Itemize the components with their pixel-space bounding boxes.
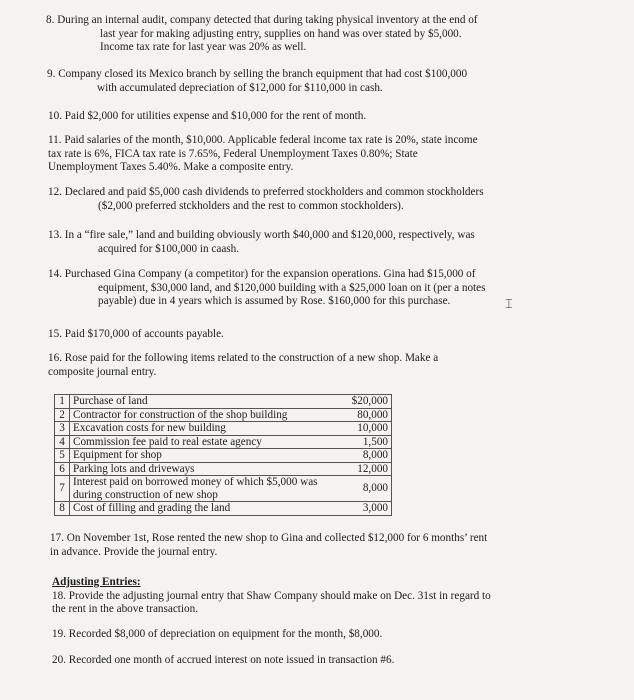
question-15 (48, 328, 518, 342)
item-description: Parking lots and driveways (70, 462, 347, 476)
item-number: 8 (55, 502, 70, 516)
item-amount: $20,000 (347, 395, 392, 409)
q15-line1: 15. Paid $170,000 of accounts payable. (48, 328, 224, 340)
q16-line1: 16. Rose paid for the following items related to the construction of a new shop. Make a (48, 352, 439, 364)
table-row (55, 422, 392, 436)
table-row (55, 395, 392, 409)
question-8 (46, 14, 526, 55)
item-description: Equipment for shop (70, 449, 347, 463)
q8-line1: 8. During an internal audit, company detected that during taking physical inventory at the end of (46, 14, 478, 26)
item-description: Commission fee paid to real estate agency (70, 435, 347, 449)
item-amount: 8,000 (347, 476, 392, 502)
table-row (55, 462, 392, 476)
question-9 (47, 68, 527, 95)
item-amount: 10,000 (347, 422, 392, 436)
table-row (55, 449, 392, 463)
q11-line3: Unemployment Taxes 5.40%. Make a composite entry. (48, 161, 294, 173)
q13-line2: acquired for $100,000 in caash. (98, 242, 240, 255)
q8-line3: Income tax rate for last year was 20% as well. (100, 41, 307, 53)
q16-line2: composite journal entry. (48, 365, 157, 378)
q9-line1: 9. Company closed its Mexico branch by selling the branch equipment that had cost $100,000 (47, 68, 468, 80)
q14-line3: payable) due in 4 years which is assumed by Rose. $160,000 for this purchase. (98, 295, 451, 307)
q18-line1: 18. Provide the adjusting journal entry that Shaw Company should make on Dec. 31st in regard to (52, 589, 491, 602)
q14-line2: equipment, $30,000 land, and $120,000 building with a $25,000 loan on it (per a notes (98, 281, 486, 294)
construction-items-table (54, 394, 392, 516)
q11-line2: tax rate is 6%, FICA tax rate is 7.65%, Federal Unemployment Taxes 0.80%; State (48, 147, 418, 160)
adjusting-entries-section (52, 576, 532, 617)
item-number: 5 (55, 449, 70, 463)
table-row (55, 502, 392, 516)
item-description: Purchase of land (70, 395, 347, 409)
q19-line1: 19. Recorded $8,000 of depreciation on equipment for the month, $8,000. (52, 628, 383, 640)
item-number: 1 (55, 395, 70, 409)
question-13 (48, 229, 528, 256)
question-12 (48, 186, 528, 213)
question-19 (52, 628, 522, 642)
q17-line2: in advance. Provide the journal entry. (50, 545, 218, 558)
table-row (55, 408, 392, 422)
q10-line1: 10. Paid $2,000 for utilities expense and $10,000 for the rent of month. (48, 110, 367, 122)
question-10 (48, 110, 518, 124)
question-20 (52, 654, 522, 668)
q18-line2: the rent in the above transaction. (52, 603, 199, 615)
question-11 (48, 134, 528, 175)
q9-line2: with accumulated depreciation of $12,000 for $110,000 in cash. (97, 81, 383, 94)
q14-line1: 14. Purchased Gina Company (a competitor) for the expansion operations. Gina had $15,000 of (48, 268, 476, 280)
q12-line2: ($2,000 preferred stckholders and the rest to common stockholders). (98, 199, 404, 212)
item-number: 7 (55, 476, 70, 502)
item-amount: 1,500 (347, 435, 392, 449)
q11-line1: 11. Paid salaries of the month, $10,000. Applicable federal income tax rate is 20%, state income (48, 134, 478, 146)
question-14 (48, 268, 528, 309)
item-amount: 3,000 (347, 502, 392, 516)
q12-line1: 12. Declared and paid $5,000 cash dividends to preferred stockholders and common stockholders (48, 186, 484, 198)
question-17 (50, 532, 530, 559)
item-description: Excavation costs for new building (70, 422, 347, 436)
q8-line2: last year for making adjusting entry, supplies on hand was over stated by $5,000. (100, 27, 462, 40)
item-description: Cost of filling and grading the land (70, 502, 347, 516)
item-number: 6 (55, 462, 70, 476)
item-description: Interest paid on borrowed money of which $5,000 was during construction of new shop (70, 476, 347, 502)
item-number: 4 (55, 435, 70, 449)
item-number: 2 (55, 408, 70, 422)
item-number: 3 (55, 422, 70, 436)
q17-line1: 17. On November 1st, Rose rented the new shop to Gina and collected $12,000 for 6 months’ rent (50, 532, 488, 544)
adjusting-entries-heading: Adjusting Entries: (52, 576, 141, 588)
item-description: Contractor for construction of the shop building (70, 408, 347, 422)
item-amount: 12,000 (347, 462, 392, 476)
q20-line1: 20. Recorded one month of accrued interest on note issued in transaction #6. (52, 654, 395, 666)
table-row (55, 476, 392, 502)
question-16 (48, 352, 528, 379)
item-amount: 80,000 (347, 408, 392, 422)
item-amount: 8,000 (347, 449, 392, 463)
q13-line1: 13. In a “fire sale,” land and building obviously worth $40,000 and $120,000, respectively, was (48, 229, 475, 241)
table-row (55, 435, 392, 449)
text-cursor-icon: ⌶ (505, 297, 513, 312)
